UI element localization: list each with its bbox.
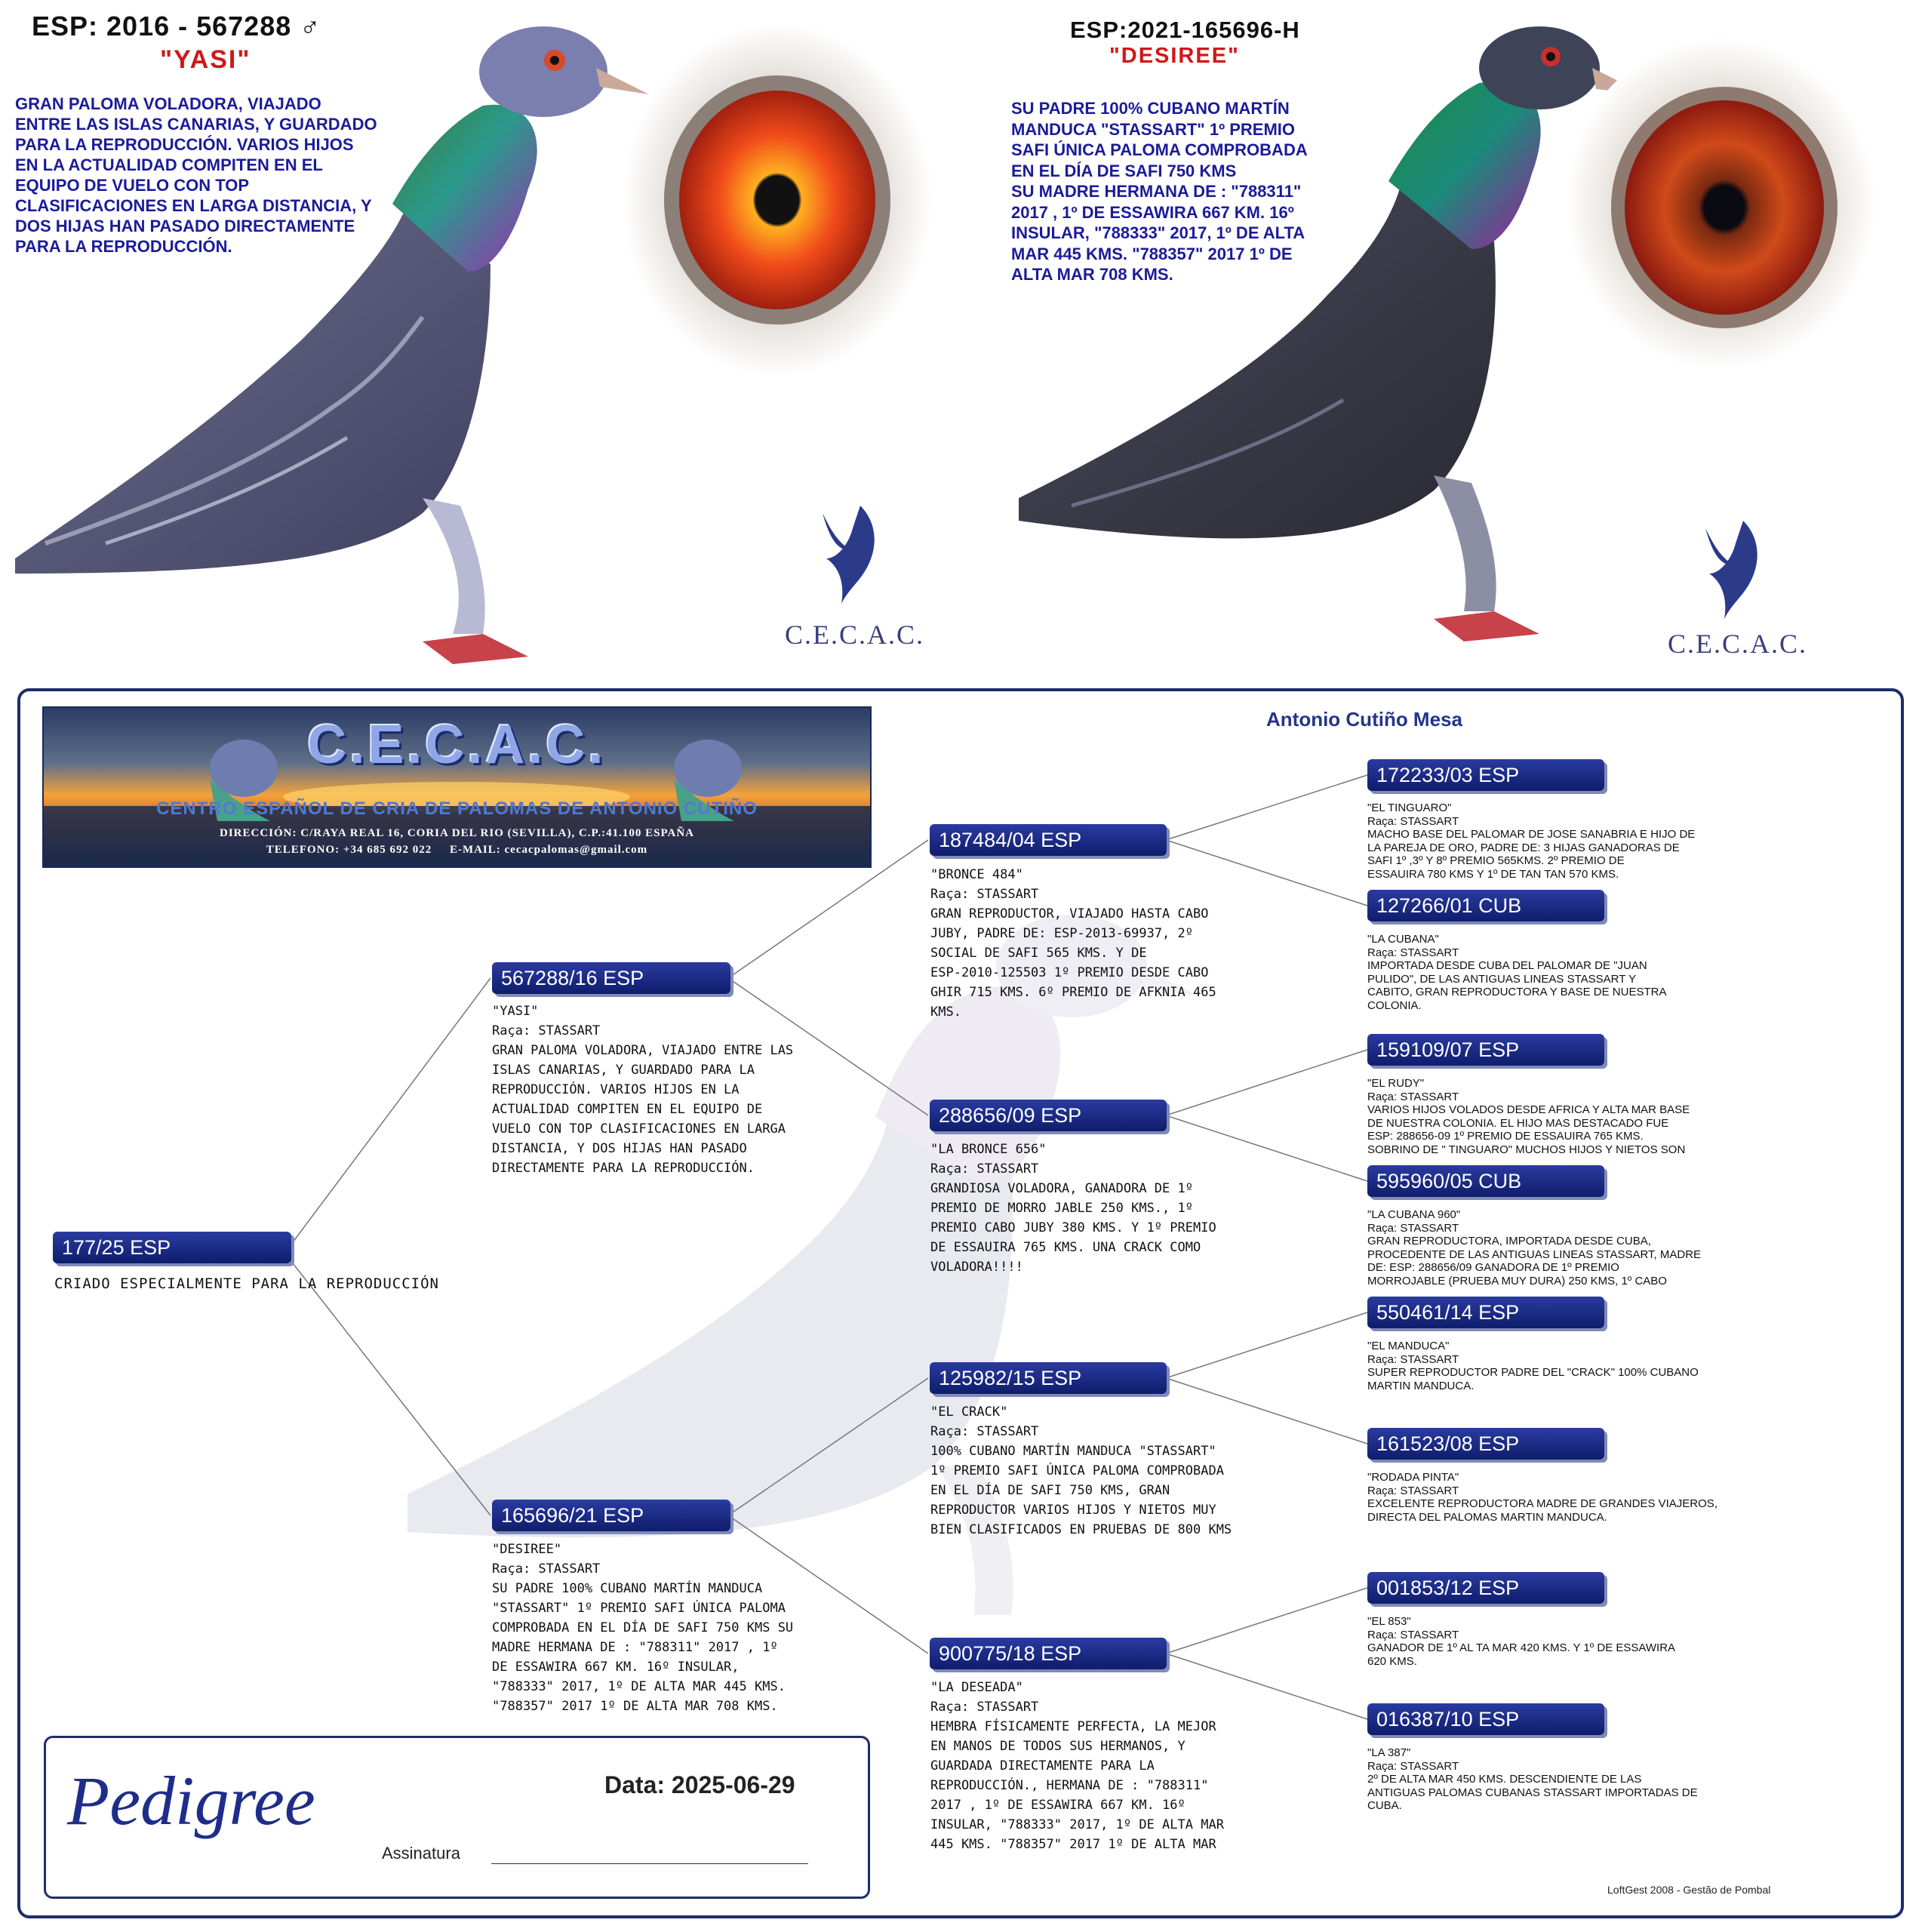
sss-line: SAFI 1º ,3º Y 8º PREMIO 565KMS. 2º PREMIO DE — [1367, 854, 1625, 867]
ds-info — [930, 1402, 1232, 1540]
ss-line: GRAN REPRODUCTOR, VIAJADO HASTA CABO — [930, 906, 1209, 921]
dd-line: Raça: STASSART — [930, 1700, 1039, 1715]
ds-line: REPRODUCTOR VARIOS HIJOS Y NIETOS MUY — [930, 1503, 1216, 1518]
dd-line: 445 KMS. "788357" 2017 1º DE ALTA MAR — [930, 1837, 1216, 1852]
ds-line: EN EL DÍA DE SAFI 750 KMS, GRAN — [930, 1483, 1170, 1498]
sds-line: SOBRINO DE " TINGUARO" MUCHOS HIJOS Y NIETOS SON — [1367, 1143, 1686, 1156]
ssd-line: IMPORTADA DESDE CUBA DEL PALOMAR DE "JUAN — [1367, 959, 1647, 972]
signature-label: Assinatura — [382, 1844, 460, 1863]
dsd-line: "RODADA PINTA" — [1367, 1471, 1459, 1484]
dd-line: HEMBRA FÍSICAMENTE PERFECTA, LA MEJOR — [930, 1719, 1216, 1734]
ss-line: SOCIAL DE SAFI 565 KMS. Y DE — [930, 946, 1147, 961]
pedigree-node-sd[interactable]: 288656/09 ESP — [930, 1100, 1167, 1131]
cecac-brand-left: C.E.C.A.C. — [785, 620, 925, 650]
sire-info — [492, 1001, 793, 1178]
dds-line: GANADOR DE 1º AL TA MAR 420 KMS. Y 1º DE ESSAWIRA — [1367, 1641, 1676, 1654]
dss-line: SUPER REPRODUCTOR PADRE DEL "CRACK" 100% CUBANO — [1367, 1366, 1699, 1379]
certificate-date: Data: 2025-06-29 — [604, 1771, 795, 1798]
ssd-info — [1367, 933, 1666, 1012]
pedigree-node-dss[interactable]: 550461/14 ESP — [1367, 1297, 1604, 1328]
dds-line: Raça: STASSART — [1367, 1628, 1459, 1641]
ds-line: "EL CRACK" — [930, 1404, 1008, 1420]
sd-line: "LA BRONCE 656" — [930, 1142, 1047, 1157]
dds-line: "EL 853" — [1367, 1615, 1411, 1628]
right-bird-name: "DESIREE" — [1109, 44, 1240, 68]
ss-line: ESP-2010-125503 1º PREMIO DESDE CABO — [930, 965, 1209, 980]
dss-info — [1367, 1340, 1699, 1392]
sire-line: REPRODUCCIÓN. VARIOS HIJOS EN LA — [492, 1082, 740, 1097]
dam-line: "DESIREE" — [492, 1542, 562, 1557]
ssd-line: "LA CUBANA" — [1367, 933, 1439, 946]
sd-line: DE ESSAUIRA 765 KMS. UNA CRACK COMO — [930, 1240, 1201, 1255]
ddd-info — [1367, 1746, 1698, 1813]
dam-info — [492, 1540, 793, 1716]
sire-line: DISTANCIA, Y DOS HIJAS HAN PASADO — [492, 1141, 747, 1156]
dd-line: INSULAR, "788333" 2017, 1º DE ALTA MAR — [930, 1817, 1224, 1832]
pedigree-node-dds[interactable]: 001853/12 ESP — [1367, 1572, 1604, 1604]
left-ring-title: ESP: 2016 - 567288 ♂ — [32, 11, 321, 42]
dd-line: GUARDADA DIRECTAMENTE PARA LA — [930, 1758, 1155, 1774]
ddd-line: CUBA. — [1367, 1799, 1402, 1812]
banner-contact: TELEFONO: +34 685 692 022 E-MAIL: cecacpalomas@gmail.com — [266, 844, 648, 856]
dd-info — [930, 1678, 1224, 1854]
pedigree-node-sdd[interactable]: 595960/05 CUB — [1367, 1165, 1604, 1197]
ddd-line: ANTIGUAS PALOMAS CUBANAS STASSART IMPORTADAS DE — [1367, 1786, 1698, 1799]
ss-line: GHIR 715 KMS. 6º PREMIO DE AFKNIA 465 — [930, 985, 1216, 1000]
right-ring-title: ESP:2021-165696-H — [1070, 17, 1300, 43]
banner-subtitle: CENTRO ESPAÑOL DE CRIA DE PALOMAS DE ANTONIO CUTIÑO — [156, 798, 758, 819]
left-description: GRAN PALOMA VOLADORA, VIAJADO ENTRE LAS ISLAS CANARIAS, Y GUARDADO PARA LA REPRODUCCIÓN. VARIOS HIJOS EN LA ACTUALIDAD COMPITEN EN EL EQUIPO DE VUELO CON TOP CLASIFICACIONES EN LARGA DISTANCIA, Y DOS HIJAS HAN PASADO DIRECTAMENTE PARA LA REPRODUCCIÓN. — [15, 94, 377, 256]
ds-line: 100% CUBANO MARTÍN MANDUCA "STASSART" — [930, 1444, 1216, 1459]
dam-line: "788333" 2017, 1º DE ALTA MAR 445 KMS. — [492, 1679, 786, 1694]
signature-line[interactable] — [491, 1863, 808, 1864]
pedigree-node-dd[interactable]: 900775/18 ESP — [930, 1638, 1167, 1669]
sd-info — [930, 1140, 1216, 1277]
ss-info — [930, 865, 1216, 1022]
dd-line: "LA DESEADA" — [930, 1680, 1023, 1695]
ds-line: 1º PREMIO SAFI ÚNICA PALOMA COMPROBADA — [930, 1463, 1224, 1478]
dss-line: MARTIN MANDUCA. — [1367, 1379, 1475, 1392]
sss-line: MACHO BASE DEL PALOMAR DE JOSE SANABRIA E HIJO DE — [1367, 828, 1696, 841]
pedigree-word: Pedigree — [67, 1762, 315, 1839]
ddd-line: 2º DE ALTA MAR 450 KMS. DESCENDIENTE DE LAS — [1367, 1773, 1642, 1786]
sire-line: GRAN PALOMA VOLADORA, VIAJADO ENTRE LAS — [492, 1043, 794, 1058]
dam-line: MADRE HERMANA DE : "788311" 2017 , 1º — [492, 1640, 778, 1655]
sire-line: VUELO CON TOP CLASIFICACIONES EN LARGA — [492, 1121, 786, 1137]
sds-line: VARIOS HIJOS VOLADOS DESDE AFRICA Y ALTA MAR BASE — [1367, 1103, 1690, 1116]
sd-line: VOLADORA!!!! — [930, 1260, 1023, 1275]
pedigree-node-ss[interactable]: 187484/04 ESP — [930, 824, 1167, 856]
dd-line: 2017 , 1º DE ESSAWIRA 667 KM. 16º — [930, 1798, 1185, 1813]
dam-line: Raça: STASSART — [492, 1561, 601, 1577]
footer-credit: LoftGest 2008 - Gestão de Pombal — [1607, 1884, 1771, 1896]
sd-line: PREMIO DE MORRO JABLE 250 KMS., 1º — [930, 1201, 1193, 1216]
dss-line: Raça: STASSART — [1367, 1352, 1459, 1366]
sds-line: Raça: STASSART — [1367, 1090, 1459, 1103]
banner-title: C.E.C.A.C. — [307, 715, 607, 775]
ssd-line: PULIDO", DE LAS ANTIGUAS LINEAS STASSART Y — [1367, 972, 1637, 986]
subject-info — [54, 1274, 439, 1294]
sss-line: ESSAUIRA 780 KMS Y 1º DE TAN TAN 570 KMS. — [1367, 867, 1619, 881]
sds-info — [1367, 1077, 1690, 1156]
owner-name: Antonio Cutiño Mesa — [1266, 708, 1462, 731]
ss-line: Raça: STASSART — [930, 887, 1039, 902]
pedigree-node-ddd[interactable]: 016387/10 ESP — [1367, 1703, 1604, 1735]
sdd-line: GRAN REPRODUCTORA, IMPORTADA DESDE CUBA, — [1367, 1235, 1651, 1247]
left-bird-name: "YASI" — [160, 45, 251, 74]
sdd-line: MORROJABLE (PRUEBA MUY DURA) 250 KMS, 1º CABO — [1367, 1274, 1667, 1287]
sd-line: PREMIO CABO JUBY 380 KMS. Y 1º PREMIO — [930, 1220, 1216, 1235]
sss-line: LA PAREJA DE ORO, PADRE DE: 3 HIJAS GANADORAS DE — [1367, 841, 1680, 854]
dam-line: DE ESSAWIRA 667 KM. 16º INSULAR, — [492, 1660, 740, 1675]
sds-line: "EL RUDY" — [1367, 1077, 1425, 1090]
dds-line: 620 KMS. — [1367, 1654, 1417, 1668]
sss-info — [1367, 801, 1695, 881]
sd-line: Raça: STASSART — [930, 1161, 1039, 1177]
dsd-line: EXCELENTE REPRODUCTORA MADRE DE GRANDES VIAJEROS, — [1367, 1497, 1717, 1510]
dsd-line: DIRECTA DEL PALOMAS MARTIN MANDUCA. — [1367, 1510, 1607, 1524]
pedigree-node-subject[interactable]: 177/25 ESP — [53, 1232, 291, 1263]
dss-line: "EL MANDUCA" — [1367, 1340, 1450, 1352]
sss-line: "EL TINGUARO" — [1367, 801, 1452, 814]
dds-info — [1367, 1615, 1675, 1668]
sds-line: DE NUESTRA COLONIA. EL HIJO MAS DESTACADO FUE — [1367, 1116, 1669, 1130]
dam-line: SU PADRE 100% CUBANO MARTÍN MANDUCA — [492, 1581, 763, 1596]
dsd-info — [1367, 1471, 1717, 1524]
dam-line: COMPROBADA EN EL DÍA DE SAFI 750 KMS SU — [492, 1620, 794, 1635]
dsd-line: Raça: STASSART — [1367, 1484, 1459, 1497]
pedigree-node-sss[interactable]: 172233/03 ESP — [1367, 759, 1604, 791]
ddd-line: "LA 387" — [1367, 1746, 1411, 1759]
sss-line: Raça: STASSART — [1367, 814, 1459, 828]
ss-line: KMS. — [930, 1004, 961, 1020]
dd-line: EN MANOS DE TODOS SUS HERMANOS, Y — [930, 1739, 1185, 1754]
ss-line: "BRONCE 484" — [930, 867, 1023, 882]
sire-line: "YASI" — [492, 1004, 539, 1019]
sire-line: ISLAS CANARIAS, Y GUARDADO PARA LA — [492, 1063, 755, 1078]
subject-line: CRIADO ESPECIALMENTE PARA LA REPRODUCCIÓN — [54, 1275, 439, 1292]
ds-line: Raça: STASSART — [930, 1424, 1039, 1439]
dam-line: "STASSART" 1º PREMIO SAFI ÚNICA PALOMA — [492, 1601, 786, 1616]
sire-line: DIRECTAMENTE PARA LA REPRODUCCIÓN. — [492, 1161, 755, 1176]
dam-line: "788357" 2017 1º DE ALTA MAR 708 KMS. — [492, 1699, 778, 1714]
ss-line: JUBY, PADRE DE: ESP-2013-69937, 2º — [930, 926, 1193, 941]
sdd-info — [1367, 1208, 1701, 1287]
ssd-line: Raça: STASSART — [1367, 946, 1459, 959]
sdd-line: Raça: STASSART — [1367, 1221, 1459, 1235]
ds-line: BIEN CLASIFICADOS EN PRUEBAS DE 800 KMS — [930, 1522, 1232, 1537]
sd-line: GRANDIOSA VOLADORA, GANADORA DE 1º — [930, 1181, 1193, 1196]
dd-line: REPRODUCCIÓN., HERMANA DE : "788311" — [930, 1778, 1209, 1793]
banner-address: DIRECCIÓN: C/RAYA REAL 16, CORIA DEL RIO (SEVILLA), C.P.:41.100 ESPAÑA — [220, 827, 694, 839]
sire-line: Raça: STASSART — [492, 1023, 601, 1038]
pedigree-node-dam[interactable]: 165696/21 ESP — [492, 1500, 730, 1531]
pedigree-node-ssd[interactable]: 127266/01 CUB — [1367, 890, 1604, 921]
sds-line: ESP: 288656-09 1º PREMIO DE ESSAUIRA 765 KMS. — [1367, 1130, 1644, 1143]
ssd-line: COLONIA. — [1367, 998, 1422, 1012]
sdd-line: DE: ESP: 288656/09 GANADORA DE 1º PREMIO — [1367, 1261, 1619, 1274]
sire-line: ACTUALIDAD COMPITEN EN EL EQUIPO DE — [492, 1102, 763, 1117]
pedigree-node-sds[interactable]: 159109/07 ESP — [1367, 1034, 1604, 1066]
ddd-line: Raça: STASSART — [1367, 1759, 1459, 1773]
sdd-line: "LA CUBANA 960" — [1367, 1208, 1461, 1221]
sdd-line: PROCEDENTE DE LAS ANTIGUAS LINEAS STASSART, MADRE — [1367, 1247, 1702, 1261]
pedigree-node-ds[interactable]: 125982/15 ESP — [930, 1362, 1167, 1394]
cecac-brand-right: C.E.C.A.C. — [1668, 629, 1808, 659]
certificate-box — [44, 1736, 870, 1899]
ssd-line: CABITO, GRAN REPRODUCTORA Y BASE DE NUESTRA — [1367, 986, 1667, 998]
pedigree-node-dsd[interactable]: 161523/08 ESP — [1367, 1428, 1604, 1460]
pedigree-node-sire[interactable]: 567288/16 ESP — [492, 962, 730, 994]
right-description: SU PADRE 100% CUBANO MARTÍN MANDUCA "STASSART" 1º PREMIO SAFI ÚNICA PALOMA COMPROBADA EN EL DÍA DE SAFI 750 KMS SU MADRE HERMANA DE : "788311" 2017 , 1º DE ESSAWIRA 667 KM. 16º INSULAR, "788333" 2017, 1º DE ALTA MAR 445 KMS. "788357" 2017 1º DE ALTA MAR 708 KMS. — [1011, 99, 1308, 284]
